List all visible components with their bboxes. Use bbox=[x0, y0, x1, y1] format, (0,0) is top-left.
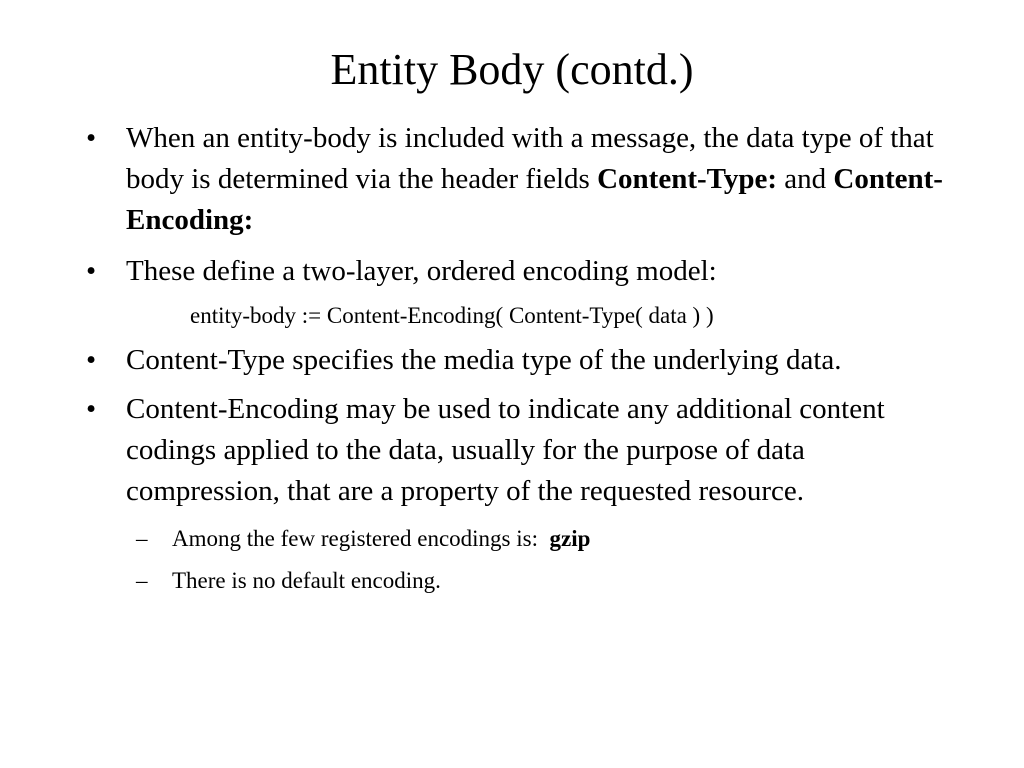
bullet-bold-text: Content-Encoding: bbox=[126, 163, 943, 236]
bullet-item bbox=[86, 389, 946, 512]
slide-title: Entity Body (contd.) bbox=[330, 45, 694, 94]
bullet-marker: • bbox=[86, 344, 97, 376]
bullet-bold-text: Content-Type: bbox=[597, 163, 777, 195]
encoding-formula: entity-body := Content-Encoding( Content-Type( data ) ) bbox=[190, 303, 714, 328]
bullet-text: Content-Encoding may be used to indicate any additional content codings applied to the data, usually for the purpose of data compression, that are a property of the requested resource. bbox=[126, 393, 885, 507]
bullet-marker: • bbox=[86, 122, 97, 154]
sub-bullet-item bbox=[86, 524, 946, 554]
bullet-text: When an entity-body is included with a message, the data type of that body is determined via the header fields bbox=[126, 122, 934, 195]
sub-bullet-marker: – bbox=[136, 526, 148, 551]
sub-bullet-text: There is no default encoding. bbox=[172, 568, 441, 593]
bullet-item bbox=[86, 251, 946, 292]
bullet-text: Content-Type specifies the media type of the underlying data. bbox=[126, 344, 842, 376]
bullet-text: These define a two-layer, ordered encoding model: bbox=[126, 255, 717, 287]
bullet-item bbox=[86, 118, 946, 241]
slide-body bbox=[86, 118, 946, 596]
sub-bullet-bold-text: gzip bbox=[549, 526, 591, 551]
bullet-text: and bbox=[777, 163, 834, 195]
bullet-item bbox=[86, 340, 946, 381]
bullet-marker: • bbox=[86, 255, 97, 287]
sub-bullet-item bbox=[86, 566, 946, 596]
sub-bullet-marker: – bbox=[136, 568, 148, 593]
bullet-marker: • bbox=[86, 393, 97, 425]
sub-bullet-text: Among the few registered encodings is: bbox=[172, 526, 550, 551]
